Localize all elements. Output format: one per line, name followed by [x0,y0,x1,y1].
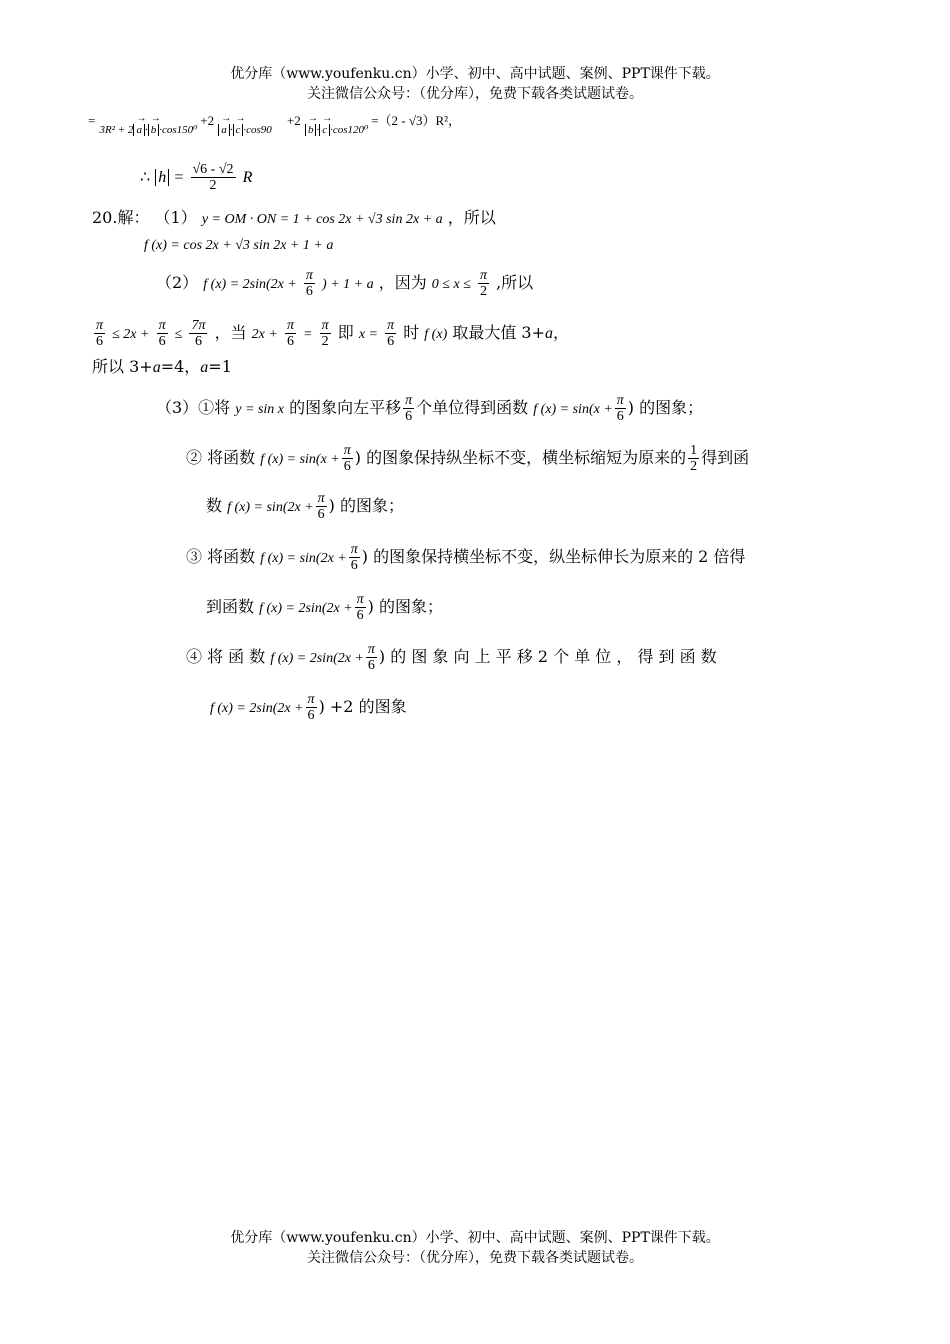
h-magnitude-line [140,162,252,193]
step-text: 个单位得到函数 [416,398,529,417]
equals-sign: = [303,327,313,342]
fraction-pi-2: $\frac{\pi}{2}$ [321,318,329,349]
q20-part1 [92,207,496,231]
q20-part3-step2-cont [206,491,404,522]
namely-text: 即 [337,323,354,342]
inequality-middle: ≤ 2x + [112,327,150,342]
so-text: ，所以 [447,208,496,227]
q20-part3-step2 [186,443,749,474]
fraction-pi-6: $\frac{\pi}{6}$ [158,318,166,349]
fraction-1-2: $\frac{1}{2}$ [690,443,698,474]
fraction-pi-6: $\frac{\pi}{6}$ [307,692,315,723]
step-text: 数 [206,496,223,515]
footer-line-1: 优分库（www.youfenku.cn）小学、初中、高中试题、案例、PPT课件下载。 [230,1230,720,1246]
q20-part3-step3-cont [206,592,443,623]
step-text: 得到函 [701,448,750,467]
fraction-pi-6: $\frac{\pi}{6}$ [286,318,294,349]
q20-part3-step4-cont [210,692,407,723]
q20-part2 [156,268,533,299]
a-symbol: a [545,325,554,342]
header-line-1: 优分库（www.youfenku.cn）小学、初中、高中试题、案例、PPT课件下载。 [230,66,720,82]
plus-two-a: +2 [200,113,215,128]
comma: ， [553,323,570,342]
fx-expression: f (x) = sin(x + [260,452,340,467]
part-label: （1） [154,208,197,227]
conclusion-start: 所以 3+ [92,357,153,376]
fx-symbol: f (x) [424,327,448,342]
fraction-pi-6: $\frac{\pi}{6}$ [343,443,351,474]
fx-expression: f (x) = 2sin(2x + [259,601,353,616]
fraction-pi-6: $\frac{\pi}{6}$ [356,592,364,623]
step-text: ) 的图象保持纵坐标不变，横坐标缩短为原来的 [354,448,687,467]
q20-fx-expression [144,233,333,257]
x-range: 0 ≤ x ≤ [431,277,471,292]
fx-expression: f (x) = 2sin(2x + [270,651,364,666]
plus-two-b: +2 [286,113,301,128]
fraction-pi-6: $\frac{\pi}{6}$ [405,393,413,424]
q20-part3-step1 [156,393,703,424]
expr-term2: → $_{a \cdot\to c \cdot cos90}$ [218,124,274,136]
fx-expression: f (x) = 2sin(2x + [210,701,304,716]
fx-sin-form: f (x) = 2sin(2x + [203,277,297,292]
fraction-pi-2: $\frac{\pi}{2}$ [479,268,487,299]
when-expression: 2x + [251,327,278,342]
step-text: ) 的图象保持横坐标不变，纵坐标伸长为原来的 2 倍得 [361,547,746,566]
step-end: ) +2 的图象 [318,697,407,716]
step-text: ② 将函数 [186,448,256,467]
q20-part3-step3 [186,542,745,573]
therefore-symbol: ∴ [140,167,151,186]
max-value-text: 取最大值 3+ [452,323,546,342]
when-suffix: 时 [403,323,420,342]
fraction-pi-6: $\frac{\pi}{6}$ [367,642,375,673]
x-equals: x = [358,327,378,342]
q20-part3-step4 [186,642,717,673]
a-symbol: a [152,359,161,376]
h-symbol: h [155,169,169,186]
step-end: ) 的图象； [627,398,704,417]
q20-inequality-line [92,318,569,349]
header-line-2: 关注微信公众号：（优分库），免费下载各类试题试卷。 [307,86,643,102]
step-end: ) 的图象； [328,496,405,515]
a-symbol: a [200,359,209,376]
q20-part2-conclusion [92,356,232,379]
conclusion-end: =1 [208,357,232,376]
part-label: （2） [156,273,199,292]
footer-line-2: 关注微信公众号：（优分库），免费下载各类试题试卷。 [307,1250,643,1266]
step-text: 到函数 [206,597,255,616]
fx-expression: f (x) = sin(2x + [260,551,347,566]
vector-expansion-equation [88,110,461,141]
fraction-pi-6: $\frac{\pi}{6}$ [96,318,104,349]
step-text: ④ 将 函 数 [186,647,266,666]
fraction-pi-6: $\frac{\pi}{6}$ [317,491,325,522]
expr-result: =（2 - √3）R²， [371,113,462,128]
le-sign: ≤ [174,327,183,342]
equals-sign: = [88,113,96,128]
expr-term3: → $_{b \cdot\to c \cdot cos120^0}$ [305,124,371,136]
fraction-pi-6: $\frac{\pi}{6}$ [616,393,624,424]
when-text: ，当 [214,323,247,342]
y-sin-x: y = sin x [235,402,284,417]
fraction-pi-6: $\frac{\pi}{6}$ [350,542,358,573]
expr-term1: 3R² + 2→ a ·→ b ·cos150⁰ [99,124,200,136]
fraction-pi-6: $\frac{\pi}{6}$ [387,318,395,349]
fx-expression: f (x) = sin(x + [533,402,613,417]
step-text: ③ 将函数 [186,547,256,566]
fx-expression: f (x) = cos 2x + √3 sin 2x + 1 + a [144,238,334,253]
conclusion-mid: =4， [160,357,201,376]
so-text: ,所以 [496,273,534,292]
fx-expression: f (x) = sin(2x + [227,500,314,515]
fraction-pi-6: $\frac{\pi}{6}$ [305,268,313,299]
fx-sin-form-end: ) + 1 + a [322,277,374,292]
dot-product-expression: y = OM · ON = 1 + cos 2x + √3 sin 2x + a [201,212,443,227]
part-label: （3）①将 [156,398,231,417]
because-text: ，因为 [378,273,427,292]
step-text: ) 的 图 象 向 上 平 移 2 个 单 位 ， 得 到 函 数 [378,647,717,666]
step-end: ) 的图象； [367,597,444,616]
equals-sign: = [174,169,184,186]
step-text: 的图象向左平移 [289,398,402,417]
fraction-7pi-6: $\frac{7\pi}{6}$ [191,318,206,349]
radius-symbol: R [242,169,253,186]
fraction-h: $\frac{√6 - √2}{2}$ [192,162,234,193]
question-number: 20.解： [92,208,150,227]
